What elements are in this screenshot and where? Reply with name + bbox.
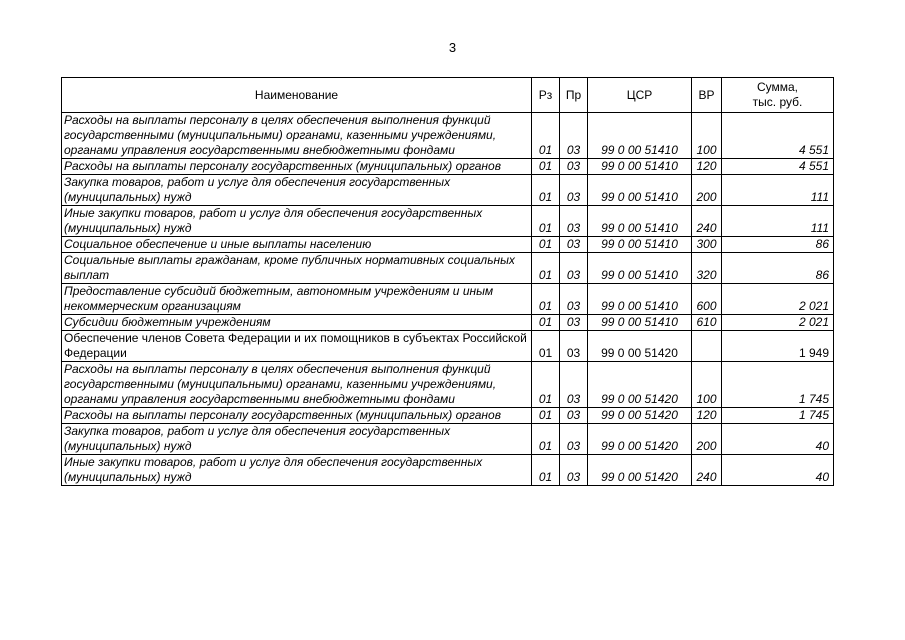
header-csr: ЦСР (588, 78, 692, 113)
table-row (62, 362, 834, 408)
row-pr: 03 (560, 284, 588, 315)
row-name: Расходы на выплаты персоналу в целях обеспечения выполнения функций государственными (муниципальными) органами, казенными учреждениями, органами управления государственными внебюджетными фондами (62, 113, 532, 159)
row-sum: 40 (722, 424, 834, 455)
row-vr: 100 (692, 362, 722, 408)
row-rz: 01 (532, 159, 560, 175)
row-csr: 99 0 00 51410 (588, 206, 692, 237)
row-pr: 03 (560, 113, 588, 159)
row-pr: 03 (560, 455, 588, 486)
header-vr: ВР (692, 78, 722, 113)
row-name: Иные закупки товаров, работ и услуг для обеспечения государственных (муниципальных) нужд (62, 455, 532, 486)
row-name: Расходы на выплаты персоналу государственных (муниципальных) органов (62, 159, 532, 175)
row-csr: 99 0 00 51410 (588, 159, 692, 175)
row-vr (692, 331, 722, 362)
row-csr: 99 0 00 51420 (588, 362, 692, 408)
row-csr: 99 0 00 51410 (588, 253, 692, 284)
table-row (62, 253, 834, 284)
header-sum-line2: тыс. руб. (752, 95, 803, 109)
row-pr: 03 (560, 331, 588, 362)
table-row (62, 408, 834, 424)
row-rz: 01 (532, 315, 560, 331)
row-sum: 111 (722, 206, 834, 237)
row-pr: 03 (560, 424, 588, 455)
row-pr: 03 (560, 315, 588, 331)
row-vr: 600 (692, 284, 722, 315)
row-pr: 03 (560, 253, 588, 284)
row-vr: 200 (692, 175, 722, 206)
row-rz: 01 (532, 113, 560, 159)
header-pr: Пр (560, 78, 588, 113)
table-row (62, 315, 834, 331)
row-vr: 120 (692, 408, 722, 424)
row-csr: 99 0 00 51410 (588, 113, 692, 159)
header-rz: Рз (532, 78, 560, 113)
row-name: Закупка товаров, работ и услуг для обеспечения государственных (муниципальных) нужд (62, 424, 532, 455)
table-row (62, 206, 834, 237)
row-vr: 100 (692, 113, 722, 159)
row-rz: 01 (532, 455, 560, 486)
row-vr: 200 (692, 424, 722, 455)
header-sum (722, 78, 834, 113)
row-name: Социальное обеспечение и иные выплаты населению (62, 237, 532, 253)
row-rz: 01 (532, 175, 560, 206)
header-name: Наименование (62, 78, 532, 113)
row-vr: 240 (692, 206, 722, 237)
row-sum: 2 021 (722, 284, 834, 315)
table-row (62, 175, 834, 206)
row-sum: 1 745 (722, 362, 834, 408)
row-sum: 4 551 (722, 159, 834, 175)
row-rz: 01 (532, 362, 560, 408)
row-sum: 40 (722, 455, 834, 486)
row-csr: 99 0 00 51420 (588, 331, 692, 362)
row-rz: 01 (532, 206, 560, 237)
table-row (62, 159, 834, 175)
row-csr: 99 0 00 51420 (588, 424, 692, 455)
row-csr: 99 0 00 51410 (588, 315, 692, 331)
table-row (62, 237, 834, 253)
row-vr: 300 (692, 237, 722, 253)
row-csr: 99 0 00 51420 (588, 455, 692, 486)
row-pr: 03 (560, 362, 588, 408)
page-number: 3 (448, 40, 457, 55)
row-csr: 99 0 00 51420 (588, 408, 692, 424)
row-pr: 03 (560, 408, 588, 424)
row-sum: 2 021 (722, 315, 834, 331)
row-name: Расходы на выплаты персоналу государственных (муниципальных) органов (62, 408, 532, 424)
row-csr: 99 0 00 51410 (588, 237, 692, 253)
row-vr: 610 (692, 315, 722, 331)
row-sum: 1 949 (722, 331, 834, 362)
row-pr: 03 (560, 237, 588, 253)
table-row (62, 331, 834, 362)
row-sum: 86 (722, 237, 834, 253)
row-csr: 99 0 00 51410 (588, 284, 692, 315)
row-rz: 01 (532, 284, 560, 315)
row-rz: 01 (532, 237, 560, 253)
row-name: Предоставление субсидий бюджетным, автономным учреждениям и иным некоммерческим организациям (62, 284, 532, 315)
table-row (62, 424, 834, 455)
table-row (62, 284, 834, 315)
row-name: Субсидии бюджетным учреждениям (62, 315, 532, 331)
row-name: Расходы на выплаты персоналу в целях обеспечения выполнения функций государственными (муниципальными) органами, казенными учреждениями, органами управления государственными внебюджетными фондами (62, 362, 532, 408)
row-name: Иные закупки товаров, работ и услуг для обеспечения государственных (муниципальных) нужд (62, 206, 532, 237)
row-sum: 4 551 (722, 113, 834, 159)
row-name: Закупка товаров, работ и услуг для обеспечения государственных (муниципальных) нужд (62, 175, 532, 206)
row-sum: 86 (722, 253, 834, 284)
row-sum: 1 745 (722, 408, 834, 424)
row-rz: 01 (532, 408, 560, 424)
row-pr: 03 (560, 206, 588, 237)
header-sum-line1: Сумма, (756, 80, 799, 94)
row-name: Обеспечение членов Совета Федерации и их помощников в субъектах Российской Федерации (62, 331, 532, 362)
row-rz: 01 (532, 424, 560, 455)
row-pr: 03 (560, 175, 588, 206)
row-rz: 01 (532, 331, 560, 362)
row-sum: 111 (722, 175, 834, 206)
row-vr: 320 (692, 253, 722, 284)
table-header-row (62, 78, 834, 113)
row-csr: 99 0 00 51410 (588, 175, 692, 206)
table-row (62, 113, 834, 159)
expenditure-table (61, 77, 834, 486)
row-vr: 120 (692, 159, 722, 175)
row-rz: 01 (532, 253, 560, 284)
table-row (62, 455, 834, 486)
row-pr: 03 (560, 159, 588, 175)
row-name: Социальные выплаты гражданам, кроме публичных нормативных социальных выплат (62, 253, 532, 284)
row-vr: 240 (692, 455, 722, 486)
